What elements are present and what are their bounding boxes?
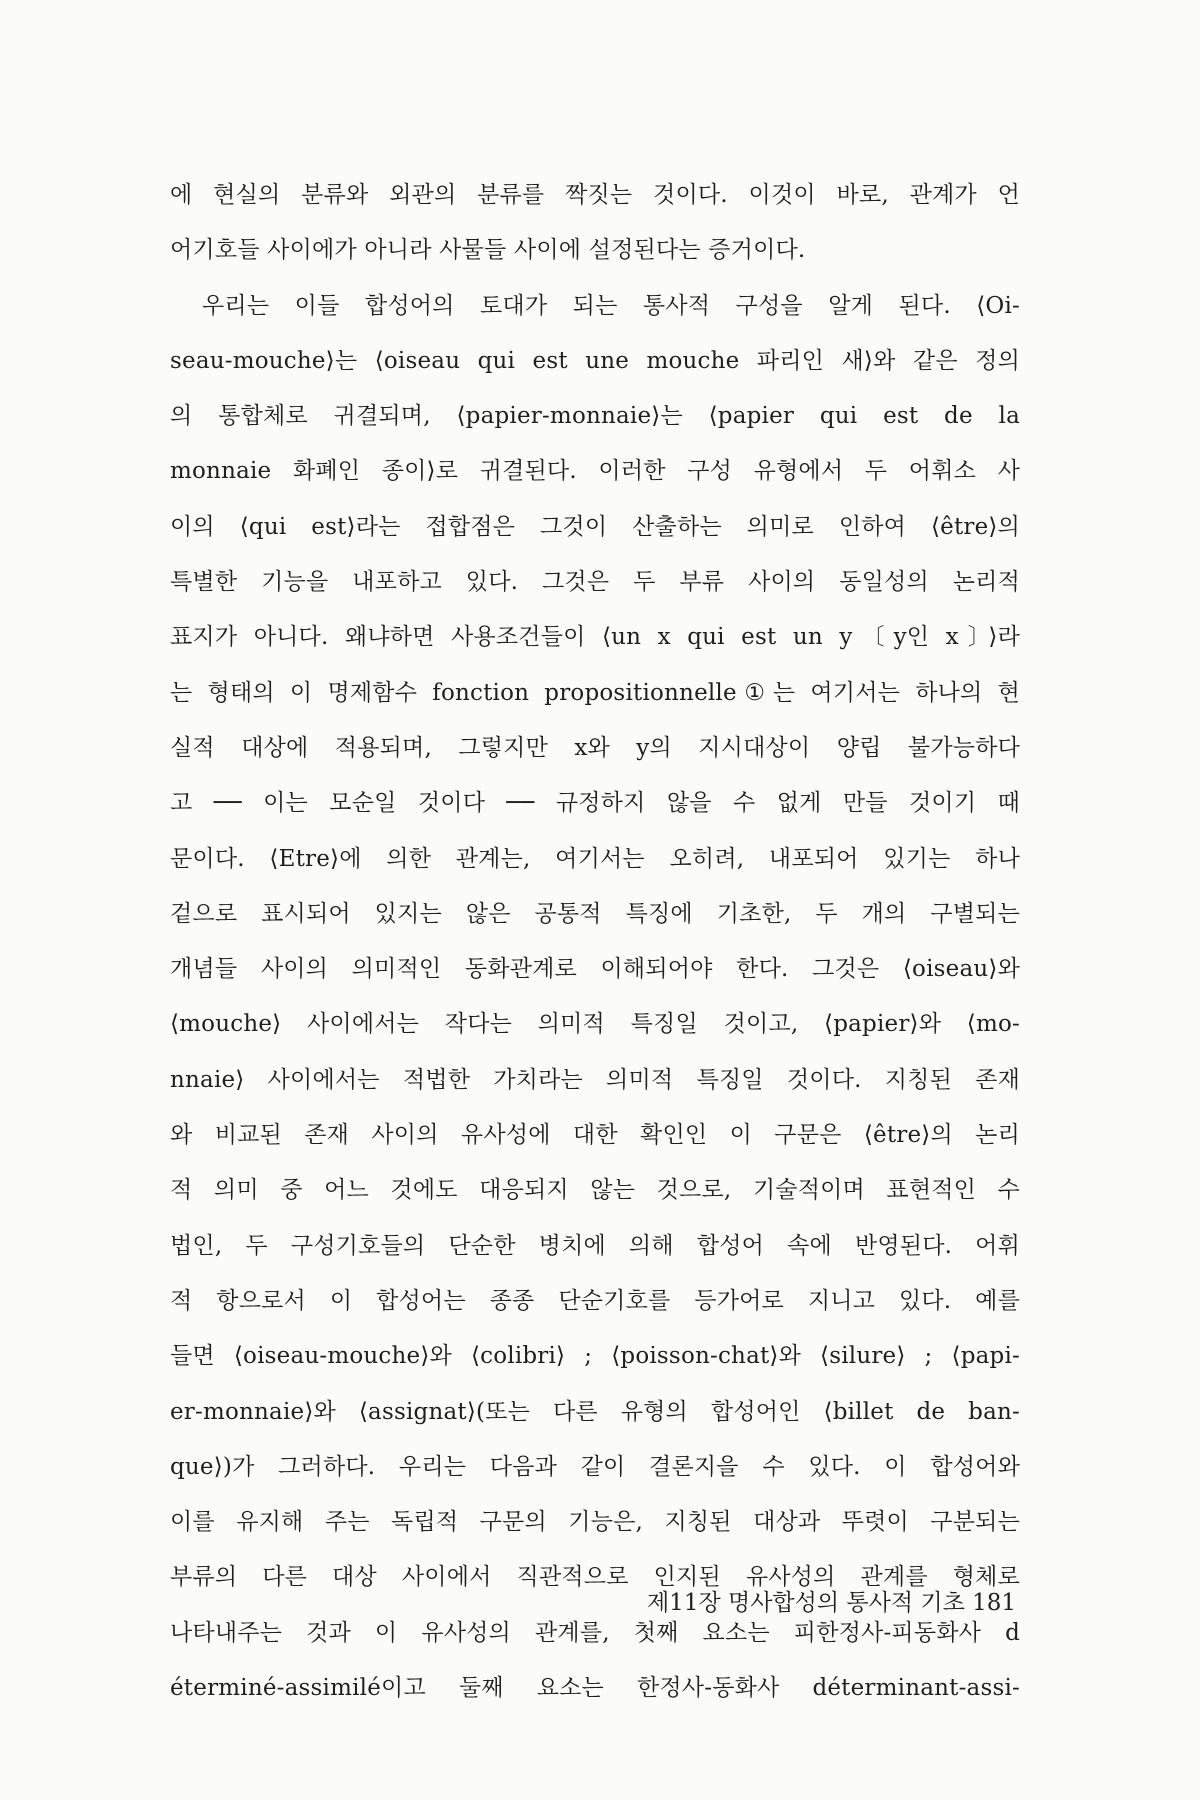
text-line: que⟩)가 그러하다. 우리는 다음과 같이 결론지을 수 있다. 이 합성어와 — [170, 1453, 1020, 1480]
text-line: 이의 ⟨qui est⟩라는 접합점은 그것이 산출하는 의미로 인하여 ⟨être⟩의 — [170, 513, 1020, 540]
text-line: 법인, 두 구성기호들의 단순한 병치에 의해 합성어 속에 반영된다. 어휘 — [170, 1232, 1020, 1259]
text-line: 표지가 아니다. 왜냐하면 사용조건들이 ⟨un x qui est un y〔y인 x〕⟩라 — [170, 624, 1020, 651]
text-line: 적 의미 중 어느 것에도 대응되지 않는 것으로, 기술적이며 표현적인 수 — [170, 1177, 1020, 1204]
text-line: 이를 유지해 주는 독립적 구문의 기능은, 지칭된 대상과 뚜렷이 구분되는 — [170, 1509, 1020, 1536]
paragraph-first-line: 우리는 이들 합성어의 토대가 되는 통사적 구성을 알게 된다. ⟨Oi- — [202, 292, 1020, 319]
text-line: monnaie 화폐인 종이⟩로 귀결된다. 이러한 구성 유형에서 두 어휘소 사 — [170, 458, 1020, 485]
text-line: 적 항으로서 이 합성어는 종종 단순기호를 등가어로 지니고 있다. 예를 — [170, 1287, 1020, 1314]
text-line: 겉으로 표시되어 있지는 않은 공통적 특징에 기초한, 두 개의 구별되는 — [170, 900, 1020, 927]
text-line: 어기호들 사이에가 아니라 사물들 사이에 설정된다는 증거이다. — [170, 237, 806, 264]
text-line: 개념들 사이의 의미적인 동화관계로 이해되어야 한다. 그것은 ⟨oiseau⟩와 — [170, 956, 1020, 983]
text-line: 문이다. ⟨Etre⟩에 의한 관계는, 여기서는 오히려, 내포되어 있기는 하나 — [170, 845, 1020, 872]
body-text — [170, 168, 1020, 1716]
text-line: 에 현실의 분류와 외관의 분류를 짝짓는 것이다. 이것이 바로, 관계가 언 — [170, 182, 1020, 208]
text-line: 와 비교된 존재 사이의 유사성에 대한 확인인 이 구문은 ⟨être⟩의 논리 — [170, 1122, 1020, 1149]
text-line: 특별한 기능을 내포하고 있다. 그것은 두 부류 사이의 동일성의 논리적 — [170, 569, 1020, 596]
text-line: 는 형태의 이 명제함수 fonction propositionnelle①는 여기서는 하나의 현 — [170, 679, 1020, 706]
page-footer: 제11장 명사합성의 통사적 기초 181 — [646, 1590, 1016, 1616]
text-line: nnaie⟩ 사이에서는 적법한 가치라는 의미적 특징일 것이다. 지칭된 존재 — [170, 1066, 1020, 1093]
text-line: éterminé-assimilé이고 둘째 요소는 한정사-동화사 déterminant-assi- — [170, 1675, 1020, 1702]
text-line: seau-mouche⟩는 ⟨oiseau qui est une mouche 파리인 새⟩와 같은 정의 — [170, 347, 1020, 374]
text-line: 들면 ⟨oiseau-mouche⟩와 ⟨colibri⟩ ; ⟨poisson-chat⟩와 ⟨silure⟩ ; ⟨papi- — [170, 1343, 1020, 1370]
text-line: 의 통합체로 귀결되며, ⟨papier-monnaie⟩는 ⟨papier qui est de la — [170, 403, 1020, 430]
text-line: er-monnaie⟩와 ⟨assignat⟩(또는 다른 유형의 합성어인 ⟨billet de ban- — [170, 1398, 1020, 1425]
text-line: 고 ── 이는 모순일 것이다 ── 규정하지 않을 수 없게 만들 것이기 때 — [170, 790, 1020, 817]
text-line: ⟨mouche⟩ 사이에서는 작다는 의미적 특징일 것이고, ⟨papier⟩와 ⟨mo- — [170, 1011, 1020, 1038]
text-line: 부류의 다른 대상 사이에서 직관적으로 인지된 유사성의 관계를 형체로 — [170, 1564, 1020, 1591]
text-line: 나타내주는 것과 이 유사성의 관계를, 첫째 요소는 피한정사-피동화사 d — [170, 1619, 1020, 1646]
text-line: 실적 대상에 적용되며, 그렇지만 x와 y의 지시대상이 양립 불가능하다 — [170, 734, 1020, 761]
